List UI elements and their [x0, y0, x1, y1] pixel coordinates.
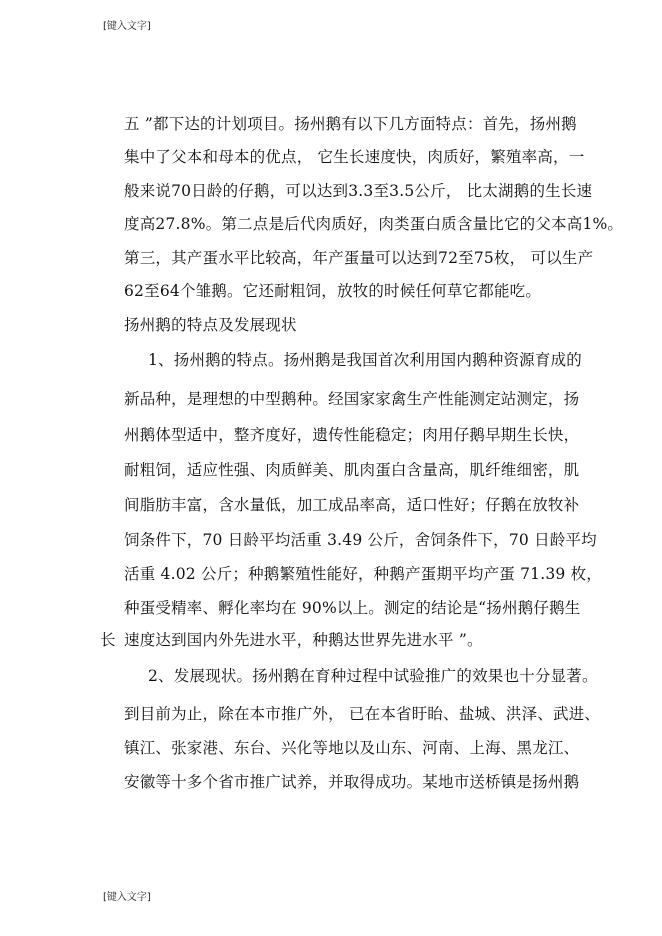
text-line: 到目前为止，除在本市推广外， 已在本省盱眙、盐城、洪泽、武进、 — [124, 705, 601, 723]
text-line: 种蛋受精率、孵化率均在 90%以上。测定的结论是“扬州鹅仔鹅生 — [124, 599, 581, 617]
text-line: 1、扬州鹅的特点。扬州鹅是我国首次利用国内鹅种资源育成的 — [148, 351, 582, 369]
text-line: 耐粗饲，适应性强、肉质鲜美、肌肉蛋白含量高，肌纤维细密，肌 — [124, 461, 580, 479]
section-heading: 扬州鹅的特点及发展现状 — [124, 316, 297, 334]
text-line: 度高27.8%。第二点是后代肉质好，肉类蛋白质含量比它的父本高1%。 — [124, 215, 624, 233]
text-line: 镇江、张家港、东台、兴化等地以及山东、河南、上海、黑龙江、 — [124, 739, 580, 757]
text-line: 速度达到国内外先进水平，种鹅达世界先进水平 ”。 — [124, 631, 483, 649]
margin-character: 长 — [100, 631, 116, 649]
text-line: 般来说70日龄的仔鹅，可以达到3.3至3.5公斤， 比太湖鹅的生长速 — [124, 182, 593, 200]
text-line: 活重 4.02 公斤；种鹅繁殖性能好，种鹅产蛋期平均产蛋 71.39 枚， — [124, 565, 602, 583]
text-line: 安徽等十多个省市推广试养，并取得成功。某地市送桥镇是扬州鹅 — [124, 773, 580, 791]
page-header: [键入文字] — [103, 21, 151, 32]
page-footer: [键入文字] — [103, 892, 151, 903]
text-line: 第三，其产蛋水平比较高，年产蛋量可以达到72至75枚， 可以生产 — [124, 249, 594, 267]
text-line: 新品种，是理想的中型鹅种。经国家家禽生产性能测定站测定，扬 — [124, 390, 580, 408]
text-line: 集中了父本和母本的优点， 它生长速度快，肉质好，繁殖率高，一 — [124, 148, 585, 166]
text-line: 2、发展现状。扬州鹅在育种过程中试验推广的效果也十分显著。 — [148, 667, 598, 685]
text-line: 饲条件下，70 日龄平均活重 3.49 公斤，舍饲条件下，70 日龄平均 — [124, 531, 597, 549]
text-line: 间脂肪丰富，含水量低，加工成品率高，适口性好；仔鹅在放牧补 — [124, 496, 580, 514]
text-line: 州鹅体型适中，整齐度好，遗传性能稳定；肉用仔鹅早期生长快， — [124, 426, 580, 444]
text-line: 62至64个雏鹅。它还耐粗饲，放牧的时候任何草它都能吃。 — [124, 282, 542, 300]
text-line: 五 ”都下达的计划项目。扬州鹅有以下几方面特点：首先，扬州鹅 — [124, 115, 577, 133]
